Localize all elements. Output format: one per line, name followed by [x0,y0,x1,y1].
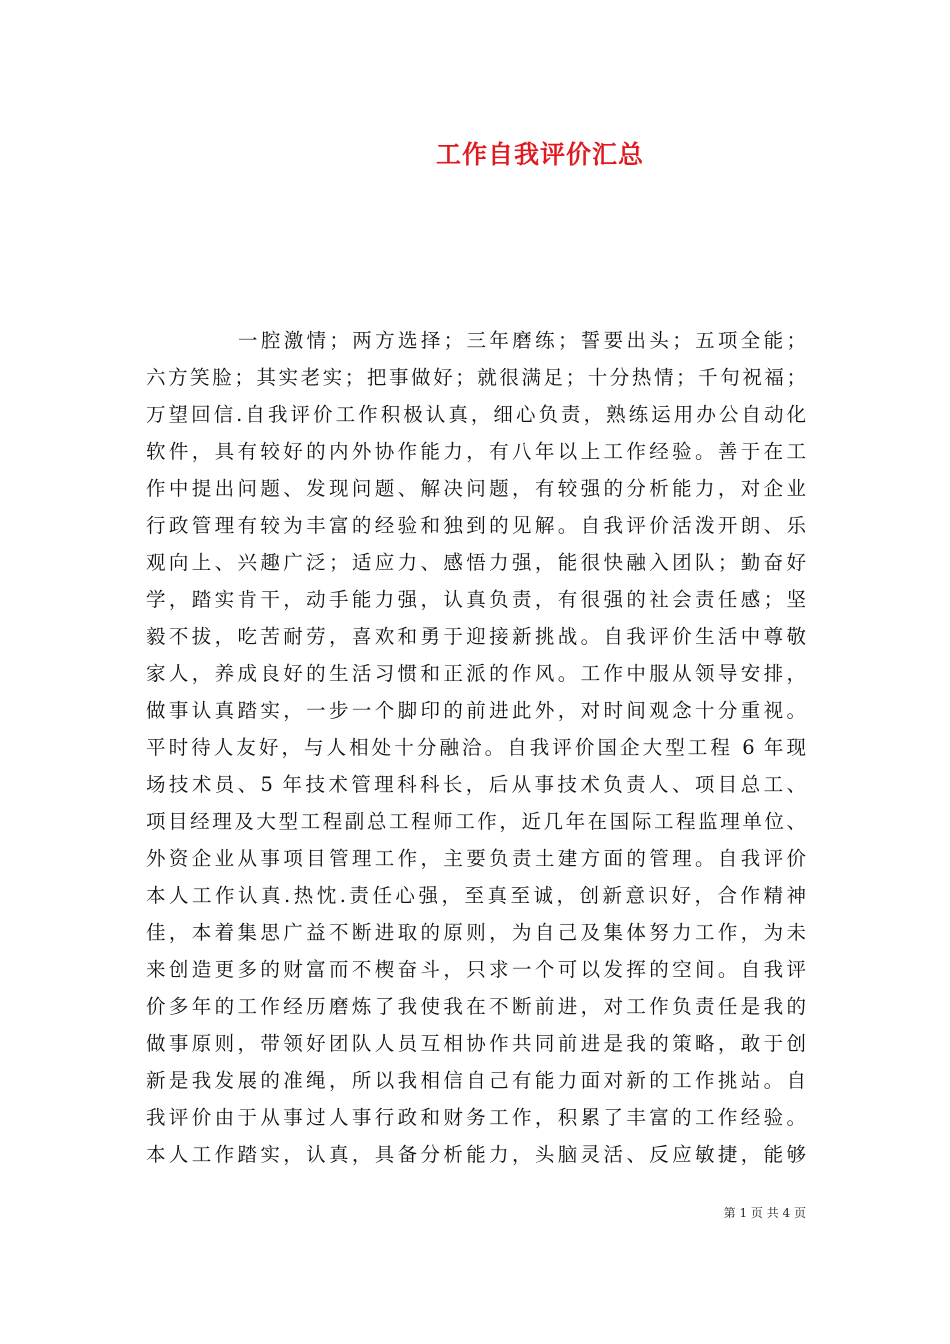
paragraph-line: 价多年的工作经历磨炼了我使我在不断前进，对工作负责任是我的 [146,995,806,1018]
paragraph-line: 观向上、兴趣广泛；适应力、感悟力强，能很快融入团队；勤奋好 [146,551,806,574]
paragraph-line: 场技术员、5 年技术管理科科长，后从事技术负责人、项目总工、 [146,773,806,796]
paragraph-line: 学，踏实肯干，动手能力强，认真负责，有很强的社会责任感；坚 [146,588,806,611]
paragraph-line: 毅不拔，吃苦耐劳，喜欢和勇于迎接新挑战。自我评价生活中尊敬 [146,625,806,648]
paragraph-line: 新是我发展的准绳，所以我相信自己有能力面对新的工作挑站。自 [146,1069,806,1092]
paragraph-line: 本人工作认真.热忱.责任心强，至真至诚，创新意识好，合作精神 [146,884,806,907]
paragraph-line: 家人，养成良好的生活习惯和正派的作风。工作中服从领导安排， [146,662,806,685]
paragraph-line: 我评价由于从事过人事行政和财务工作，积累了丰富的工作经验。 [146,1106,806,1129]
paragraph-line: 本人工作踏实，认真，具备分析能力，头脑灵活、反应敏捷，能够 [146,1143,806,1166]
paragraph-line: 做事认真踏实，一步一个脚印的前进此外，对时间观念十分重视。 [146,699,806,722]
paragraph-line: 来创造更多的财富而不楔奋斗，只求一个可以发挥的空间。自我评 [146,958,806,981]
paragraph-line: 项目经理及大型工程副总工程师工作，近几年在国际工程监理单位、 [146,810,806,833]
paragraph-line: 作中提出问题、发现问题、解决问题，有较强的分析能力，对企业 [146,477,806,500]
paragraph-line: 软件，具有较好的内外协作能力，有八年以上工作经验。善于在工 [146,440,806,463]
paragraph-line: 外资企业从事项目管理工作，主要负责土建方面的管理。自我评价 [146,847,806,870]
paragraph-line: 六方笑脸；其实老实；把事做好；就很满足；十分热情；千句祝福； [146,366,806,389]
paragraph-line: 行政管理有较为丰富的经验和独到的见解。自我评价活泼开朗、乐 [146,514,806,537]
paragraph-line: 一腔激情；两方选择；三年磨练；誓要出头；五项全能； [238,329,806,352]
paragraph-line: 万望回信.自我评价工作积极认真，细心负责，熟练运用办公自动化 [146,403,806,426]
body-paragraph [146,322,806,1173]
paragraph-line: 平时待人友好，与人相处十分融洽。自我评价国企大型工程 6 年现 [146,736,806,759]
page-number-footer: 第 1 页 共 4 页 [723,1206,806,1220]
paragraph-line: 佳，本着集思广益不断进取的原则，为自己及集体努力工作，为未 [146,921,806,944]
paragraph-line: 做事原则，带领好团队人员互相协作共同前进是我的策略，敢于创 [146,1032,806,1055]
document-title: 工作自我评价汇总 [435,140,644,169]
